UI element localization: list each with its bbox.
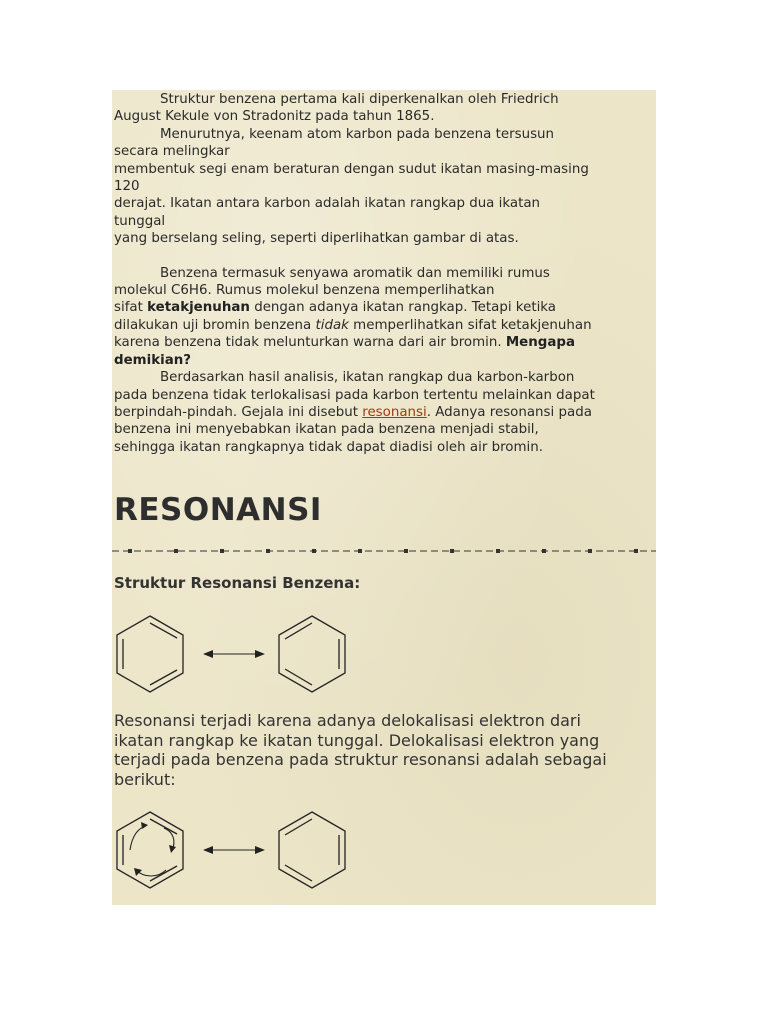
- double-bond: [285, 865, 312, 881]
- aromatic-line: karena benzena tidak melunturkan warna dari air bromin.: [114, 335, 506, 351]
- resonance-line: Resonansi terjadi karena adanya delokalisasi elektron dari: [114, 711, 581, 730]
- resonance-paragraph: [114, 711, 654, 789]
- aromatic-line: sifat: [114, 300, 148, 316]
- double-bond: [285, 623, 312, 639]
- bold-term: ketakjenuhan: [147, 300, 250, 316]
- intro-line: derajat. Ikatan antara karbon adalah ikatan rangkap dua ikatan: [114, 196, 541, 212]
- analysis-line: benzena ini menyebabkan ikatan pada benzena menjadi stabil,: [114, 422, 539, 438]
- analysis-line: pada benzena tidak terlokalisasi pada karbon tertentu melainkan dapat: [114, 387, 595, 403]
- intro-line: tunggal: [114, 213, 166, 229]
- intro-line: August Kekule von Stradonitz pada tahun 1865.: [114, 109, 435, 125]
- intro-line: Menurutnya, keenam atom karbon pada benzena tersusun: [160, 126, 555, 142]
- double-bond: [285, 819, 312, 835]
- resonance-line: ikatan rangkap ke ikatan tunggal. Delokalisasi elektron yang: [114, 730, 600, 750]
- aromatic-line: dilakukan uji bromin benzena: [114, 317, 316, 333]
- double-bond: [150, 819, 177, 834]
- double-bond: [285, 669, 312, 685]
- aromatic-line: memperlihatkan sifat ketakjenuhan: [348, 317, 592, 333]
- bold-question: demikian?: [114, 352, 192, 368]
- kekule-resonance-diagram: [114, 608, 354, 698]
- double-bond: [150, 623, 177, 638]
- intro-line: 120: [114, 179, 140, 195]
- intro-line: yang berselang seling, seperti diperlihatkan gambar di atas.: [114, 231, 519, 247]
- double-bond: [150, 866, 177, 881]
- benzene-ring-right: [279, 616, 345, 692]
- resonance-line: terjadi pada benzena pada struktur resonansi adalah sebagai: [114, 750, 607, 770]
- resonansi-link[interactable]: resonansi: [362, 404, 427, 420]
- benzene-ring-left: [117, 616, 183, 692]
- analysis-line: sehingga ikatan rangkapnya tidak dapat diadisi oleh air bromin.: [114, 439, 544, 455]
- subheading: Struktur Resonansi Benzena:: [114, 574, 361, 592]
- resonance-arrow: [203, 650, 265, 658]
- intro-line: secara melingkar: [114, 144, 230, 160]
- section-heading: RESONANSI: [114, 492, 322, 528]
- analysis-line: berpindah-pindah. Gejala ini disebut: [114, 404, 363, 420]
- curved-arrows: [130, 826, 174, 876]
- resonance-arrow: [203, 846, 265, 854]
- bold-question: Mengapa: [505, 335, 576, 351]
- benzene-ring-right: [279, 812, 345, 888]
- double-bond: [150, 670, 177, 685]
- document-page: [112, 90, 656, 905]
- intro-paragraph: [114, 91, 595, 456]
- delocalization-diagram: [114, 806, 354, 896]
- intro-line: membentuk segi enam beraturan dengan sudut ikatan masing-masing: [114, 161, 589, 177]
- analysis-line: . Adanya resonansi pada: [426, 404, 592, 420]
- resonance-line: berikut:: [114, 769, 176, 789]
- italic-term: tidak: [315, 317, 349, 333]
- analysis-line: Berdasarkan hasil analisis, ikatan rangkap dua karbon-karbon: [160, 370, 575, 386]
- aromatic-line: Benzena termasuk senyawa aromatik dan memiliki rumus: [160, 265, 550, 281]
- aromatic-line: dengan adanya ikatan rangkap. Tetapi ketika: [249, 300, 557, 316]
- dashed-separator: [112, 548, 656, 554]
- intro-line: Struktur benzena pertama kali diperkenalkan oleh Friedrich: [160, 92, 559, 107]
- aromatic-line: molekul C6H6. Rumus molekul benzena memperlihatkan: [114, 283, 495, 299]
